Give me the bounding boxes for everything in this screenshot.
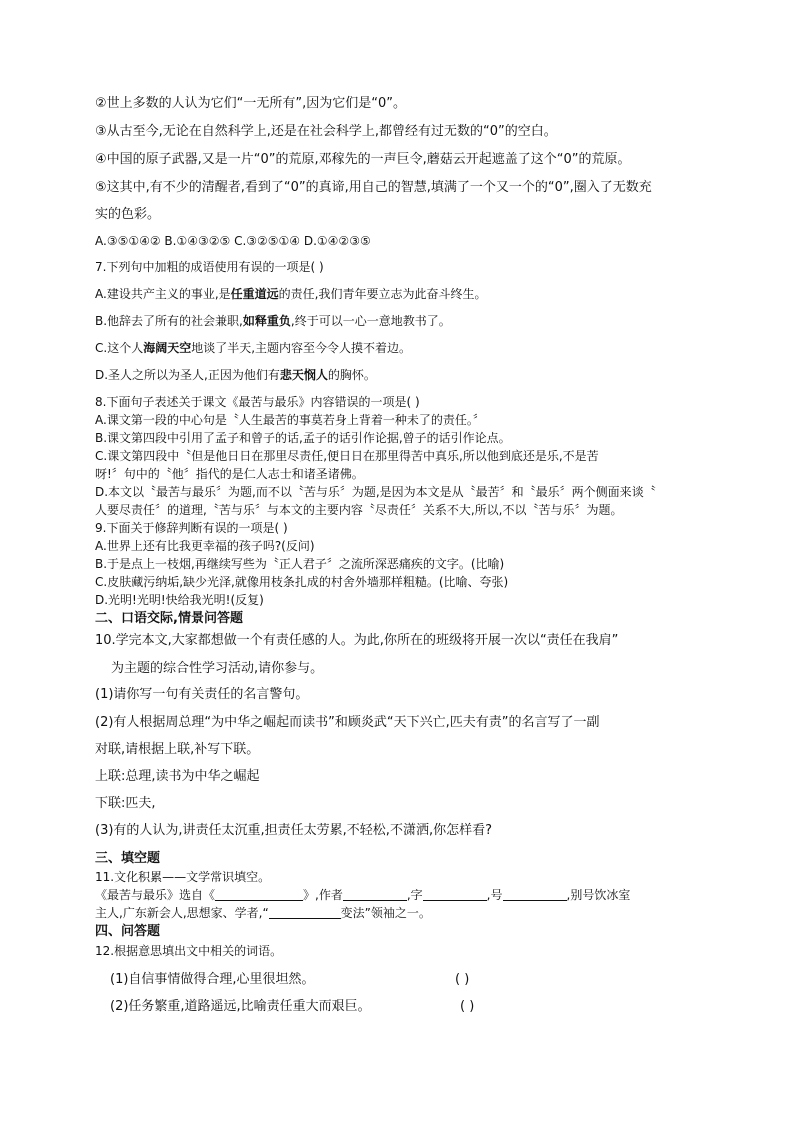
q7-a-post: 的责任,我们青年要立志为此奋斗终生。 xyxy=(278,287,487,301)
q12-stem: 12.根据意思填出文中相关的词语。 xyxy=(95,944,283,958)
q11-l1-c: ,字 xyxy=(406,888,423,902)
q11-l1-a: 《最苦与最乐》选自《 xyxy=(95,888,216,902)
blank-reform[interactable] xyxy=(269,906,341,919)
q6-sentence-2: ②世上多数的人认为它们“一无所有”,因为它们是“0”。 xyxy=(95,96,406,111)
q11-l1-e: ,别号饮冰室 xyxy=(566,888,631,902)
section-2-title: 二、口语交际,情景问答题 xyxy=(95,611,243,626)
q11-line-2 xyxy=(95,906,431,920)
q12-item-2-answer[interactable]: ( ) xyxy=(460,999,475,1014)
blank-courtesy-name[interactable] xyxy=(423,888,487,901)
q9-option-d: D.光明!光明!快给我光明!(反复) xyxy=(95,593,264,607)
q7-option-a xyxy=(95,287,486,301)
couplet-lower: 下联:匹夫, xyxy=(95,796,156,811)
q7-d-post: 的胸怀。 xyxy=(327,368,376,382)
q10-part-2b: 对联,请根据上联,补写下联。 xyxy=(95,742,260,757)
q10-part-3: (3)有的人认为,讲责任太沉重,担责任太劳累,不轻松,不潇洒,你怎样看? xyxy=(95,823,492,838)
q7-b-pre: B.他辞去了所有的社会兼职, xyxy=(95,314,243,328)
q11-l1-b: 》,作者 xyxy=(303,888,343,902)
q6-options: A.③⑤①④② B.①④③②⑤ C.③②⑤①④ D.①④②③⑤ xyxy=(95,234,371,248)
q7-d-pre: D.圣人之所以为圣人,正因为他们有 xyxy=(95,368,280,382)
q7-stem: 7.下列句中加粗的成语使用有误的一项是( ) xyxy=(95,260,324,274)
q7-d-idiom: 悲天悯人 xyxy=(279,368,328,382)
blank-source-book[interactable] xyxy=(215,888,303,901)
q9-option-b: B.于是点上一枝烟,再继续写些为〝正人君子〞之流所深恶痛疾的文字。(比喻) xyxy=(95,557,505,571)
q10-part-2a: (2)有人根据周总理“为中华之崛起而读书”和顾炎武“天下兴亡,匹夫有责”的名言写了一副 xyxy=(95,715,600,730)
q6-sentence-4: ④中国的原子武器,又是一片“0”的荒原,邓稼先的一声巨令,蘑菇云开起遮盖了这个“0”的荒原。 xyxy=(95,152,631,167)
q8-option-d1: D.本文以〝最苦与最乐〞为题,而不以〝苦与乐〞为题,是因为本文是从〝最苦〞和〝最乐〞两个侧面来谈〝 xyxy=(95,485,656,499)
section-4-title: 四、问答题 xyxy=(95,924,161,939)
q9-option-c: C.皮肤藏污纳垢,缺少光泽,就像用枝条扎成的村舍外墙那样粗糙。(比喻、夸张) xyxy=(95,575,509,589)
q8-option-a: A.课文第一段的中心句是〝人生最苦的事莫若身上背着一种未了的责任。〞 xyxy=(95,413,485,427)
section-3-title: 三、填空题 xyxy=(95,851,161,866)
q12-item-1-answer[interactable]: ( ) xyxy=(455,972,470,987)
q11-l2-b: 变法”领袖之一。 xyxy=(340,906,431,920)
q11-line-1 xyxy=(95,888,630,902)
q9-option-a: A.世界上还有比我更幸福的孩子吗?(反问) xyxy=(95,539,315,553)
q7-a-pre: A.建设共产主义的事业,是 xyxy=(95,287,231,301)
couplet-upper: 上联:总理,读书为中华之崛起 xyxy=(95,769,260,784)
blank-pseudonym[interactable] xyxy=(503,888,567,901)
q11-stem: 11.文化积累——文学常识填空。 xyxy=(95,870,271,884)
q6-sentence-5b: 实的色彩。 xyxy=(95,207,161,222)
q7-option-c xyxy=(95,341,411,355)
q8-option-b: B.课文第四段中引用了孟子和曾子的话,孟子的话引作论据,曾子的话引作论点。 xyxy=(95,431,511,445)
q9-stem: 9.下面关于修辞判断有误的一项是( ) xyxy=(95,521,288,535)
q12-item-1: (1)自信事情做得合理,心里很坦然。 xyxy=(110,972,315,987)
q11-l1-d: ,号 xyxy=(486,888,503,902)
q10-stem-1: 10.学完本文,大家都想做一个有责任感的人。为此,你所在的班级将开展一次以“责任在我肩” xyxy=(95,633,619,648)
q7-c-idiom: 海阔天空 xyxy=(143,341,192,355)
q7-c-pre: C.这个人 xyxy=(95,341,144,355)
q10-stem-2: 为主题的综合性学习活动,请你参与。 xyxy=(111,661,324,676)
q7-c-post: 地谈了半天,主题内容至今令人摸不着边。 xyxy=(191,341,412,355)
q7-b-post: ,终于可以一心一意地教书了。 xyxy=(290,314,451,328)
q11-l2-a: 主人,广东新会人,思想家、学者,“ xyxy=(95,906,269,920)
q6-sentence-3: ③从古至今,无论在自然科学上,还是在社会科学上,都曾经有过无数的“0”的空白。 xyxy=(95,124,557,139)
q12-item-2: (2)任务繁重,道路遥远,比喻责任重大而艰巨。 xyxy=(110,999,371,1014)
blank-author[interactable] xyxy=(343,888,407,901)
q7-option-b xyxy=(95,314,451,328)
q8-stem: 8.下面句子表述关于课文《最苦与最乐》内容错误的一项是( ) xyxy=(95,395,420,409)
q7-b-idiom: 如释重负 xyxy=(242,314,291,328)
q7-a-idiom: 任重道远 xyxy=(230,287,279,301)
q6-sentence-5a: ⑤这其中,有不少的清醒者,看到了“0”的真谛,用自己的智慧,填满了一个又一个的“0”,圈入了无数充 xyxy=(95,180,652,195)
q10-part-1: (1)请你写一句有关责任的名言警句。 xyxy=(95,687,309,702)
q7-option-d xyxy=(95,368,376,382)
q8-option-c1: C.课文第四段中〝但是他日日在那里尽责任,便日日在那里得苦中真乐,所以他到底还是乐,不是苦 xyxy=(95,449,599,463)
q8-option-c2: 呀!〞句中的〝他〞指代的是仁人志士和诸圣诸佛。 xyxy=(95,467,364,481)
q8-option-d2: 人要尽责任〞的道理,〝苦与乐〞与本文的主要内容〝尽责任〞关系不大,所以,不以〝苦与乐〞为题。 xyxy=(95,503,623,517)
